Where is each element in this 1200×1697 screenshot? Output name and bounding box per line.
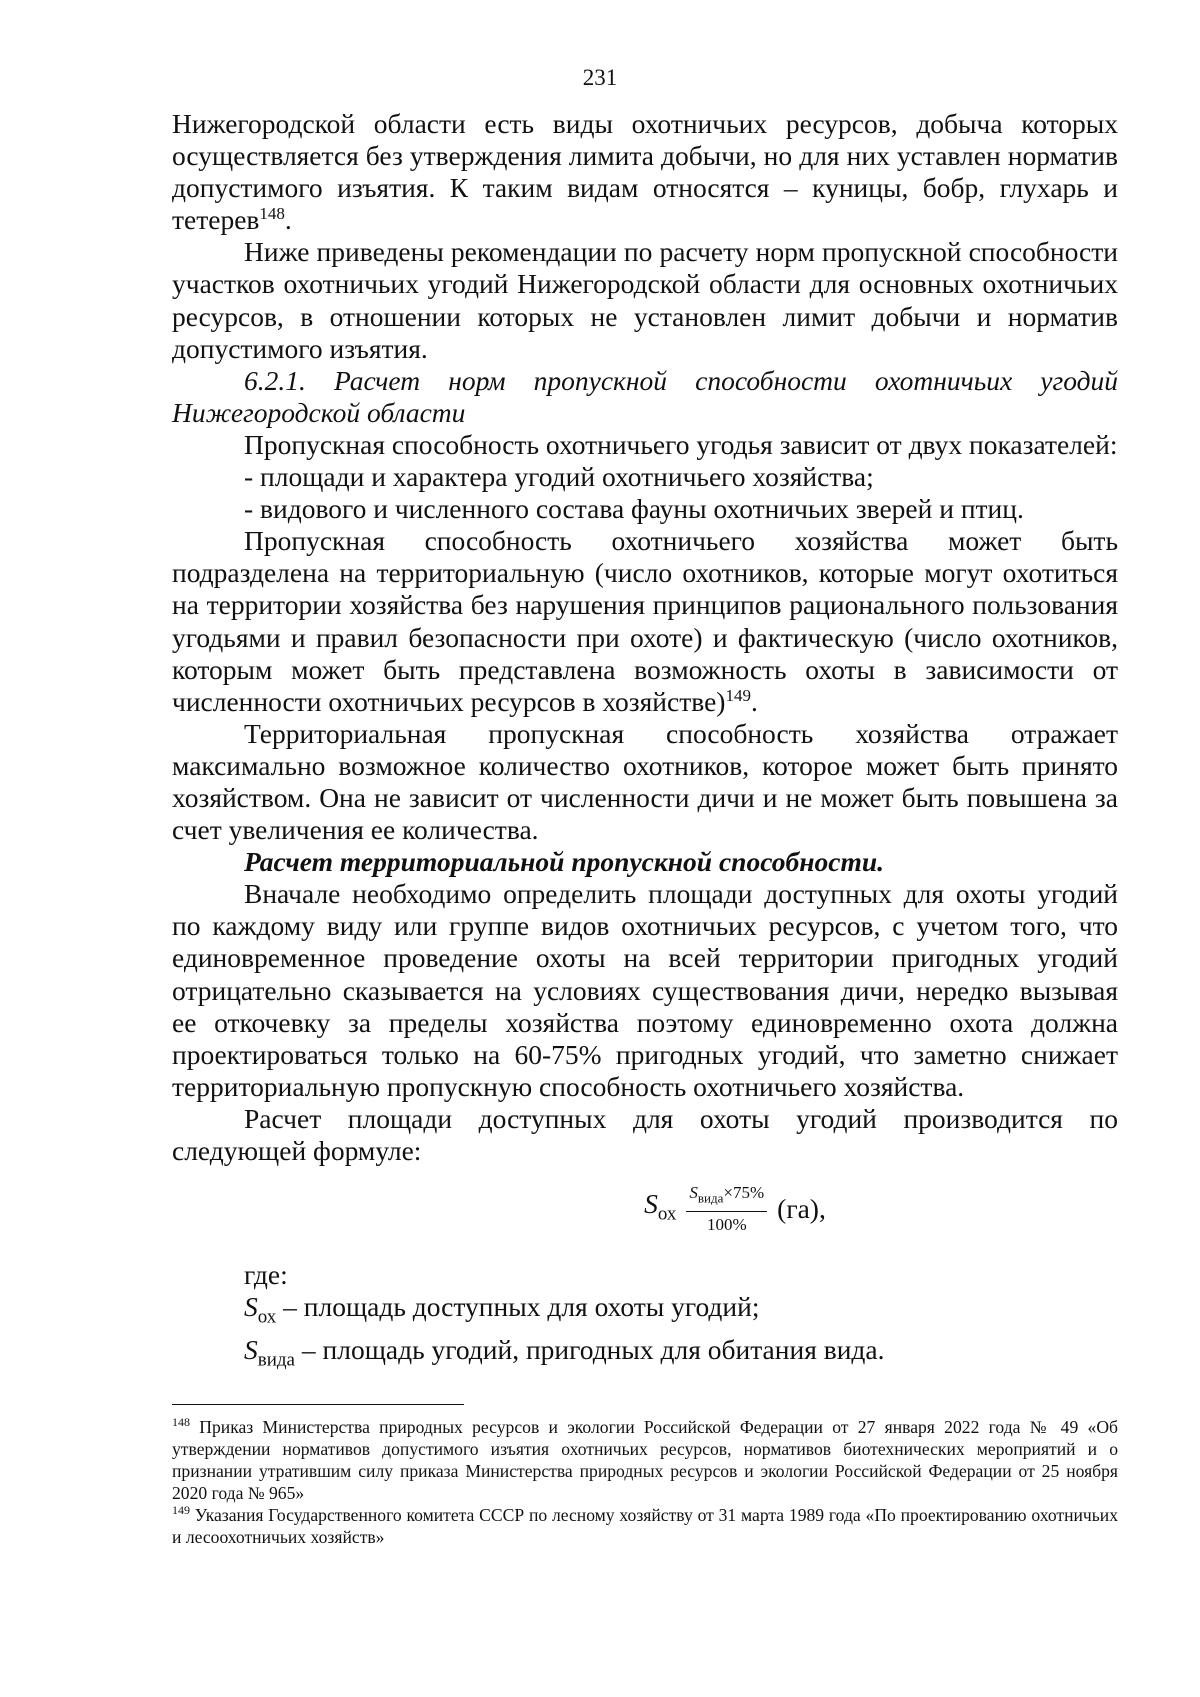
paragraph-formula-intro: Расчет площади доступных для охоты угодий производится по следующей формуле: xyxy=(172,1102,1118,1166)
paragraph-area-determination: Вначале необходимо определить площади доступных для охоты угодий по каждому виду или группе видов охотничьих ресурсов, с учетом того, что единовременное проведение охоты на всей территории пригодных угодий отрицательно сказывается на условиях существования дичи, нередко вызывая ее откочевку за пределы хозяйства поэтому единовременно охота должна проектироваться только на 60-75% пригодных угодий, что заметно снижает территориальную пропускную способность охотничьего хозяйства. xyxy=(172,878,1118,1102)
page-number: 231 xyxy=(582,65,618,90)
formula-fraction xyxy=(686,1182,767,1236)
footnote-ref-149: 149 xyxy=(725,685,751,705)
paragraph-continuation: Нижегородской области есть виды охотничьих ресурсов, добыча которых осуществляется без утверждения лимита добычи, но для них уставлен норматив допустимого изъятия. К таким видам относятся – куницы, бобр, глухарь и тетерев$^{148}$. xyxy=(172,108,1118,236)
paragraph-territorial-capacity: Территориальная пропускная способность хозяйства отражает максимально возможное количество охотников, которое может быть принято хозяйством. Она не зависит от численности дичи и не может быть повышена за счет увеличения ее количества. xyxy=(172,717,1118,846)
paragraph-recommendations: Ниже приведены рекомендации по расчету норм пропускной способности участков охотничьих угодий Нижегородской области для основных охотничьих ресурсов, в отношении которых не установлен лимит добычи и норматив допустимого изъятия. xyxy=(172,236,1118,364)
footnote-divider xyxy=(172,1404,464,1405)
definitions xyxy=(172,1259,1118,1376)
formula-numerator: $S_{вида}\times 75\%$ xyxy=(686,1182,767,1212)
footnotes xyxy=(172,1416,1118,1549)
paragraph-capacity-types: Пропускная способность охотничьего хозяйства может быть подразделена на территориальную (число охотников, которые могут охотиться на территории хозяйства без нарушения принципов рационального пользования угодьями и правил безопасности при охоте) и фактическую (число охотников, которым может быть представлена возможность охоты в зависимости от численности охотничьих ресурсов в хозяйстве)$^{149}$. xyxy=(172,525,1118,717)
footnote-ref-148: 148 xyxy=(259,204,285,224)
formula-denominator: 100% xyxy=(706,1215,747,1235)
paragraph-capacity-intro: Пропускная способность охотничьего угодья зависит от двух показателей: xyxy=(244,428,1118,460)
subheading: Расчет территориальной пропускной способности. xyxy=(244,846,885,878)
definition-item: $S_{ох}$ – площадь доступных для охоты угодий; xyxy=(244,1291,760,1328)
footnote: $^{149}$ Указания Государственного комитета СССР по лесному хозяйству от 31 марта 1989 года «По проектированию охотничьих и лесоохотничьих хозяйств» xyxy=(172,1503,1118,1548)
formula-unit: (га), xyxy=(777,1193,826,1225)
formula-lhs: $S_{ох}$ xyxy=(644,1187,677,1225)
list-item: - видового и численного состава фауны охотничьих зверей и птиц. xyxy=(244,493,1024,525)
list-item: - площади и характера угодий охотничьего хозяйства; xyxy=(244,461,874,493)
definitions-intro: где: xyxy=(244,1259,288,1291)
footnote: $^{148}$ Приказ Министерства природных ресурсов и экологии Российской Федерации от 27 января 2022 года № 49 «Об утверждении нормативов допустимого изъятия охотничьих ресурсов, нормативов биотехнических мероприятий и о признании утратившим силу приказа Министерства природных ресурсов и экологии Российской Федерации от 25 ноября 2020 года № 965» xyxy=(172,1415,1118,1504)
body-text xyxy=(172,108,1118,1376)
definition-item: $S_{вида}$ – площадь угодий, пригодных для обитания вида. xyxy=(244,1333,885,1371)
section-heading: 6.2.1. Расчет норм пропускной способности охотничьих угодий Нижегородской области xyxy=(172,364,1118,428)
formula xyxy=(172,1167,1118,1251)
